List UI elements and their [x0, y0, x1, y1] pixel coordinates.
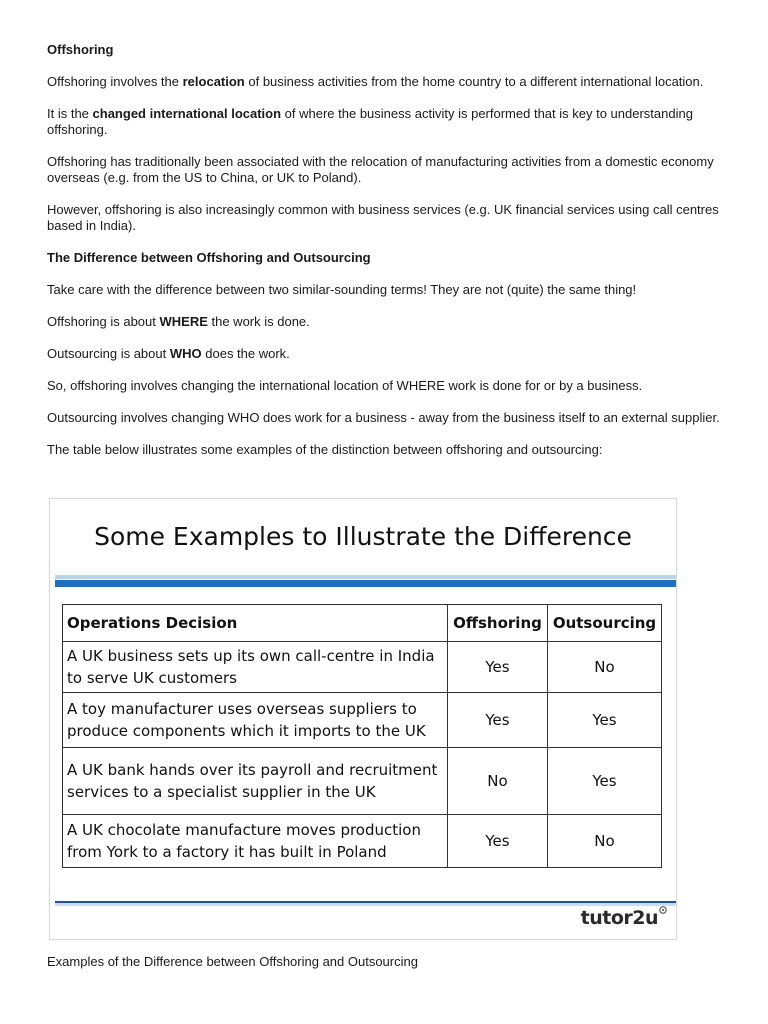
text: Offshoring involves the [47, 74, 183, 89]
table-row [63, 815, 662, 868]
figure-caption: Examples of the Difference between Offshoring and Outsourcing [47, 954, 418, 969]
table-header-row [63, 605, 662, 642]
paragraph-definition [47, 74, 727, 90]
text: does the work. [201, 346, 290, 361]
decision-cell [63, 815, 448, 868]
figure-title: Some Examples to Illustrate the Difference [94, 522, 632, 551]
decision-line: from York to a factory it has built in Poland [67, 843, 387, 861]
document-body [47, 42, 727, 458]
outsourcing-cell: No [547, 815, 661, 868]
bold-text: WHO [169, 346, 202, 361]
offshoring-cell: Yes [448, 642, 548, 693]
paragraph-offshoring-summary: So, offshoring involves changing the international location of WHERE work is done for or by a business. [47, 378, 643, 393]
decision-line: services to a specialist supplier in the UK [67, 783, 376, 801]
text: It is the [47, 106, 93, 121]
heading-difference: The Difference between Offshoring and Outsourcing [47, 250, 371, 265]
table-row [63, 693, 662, 748]
paragraph-table-intro: The table below illustrates some examples of the distinction between offshoring and outsourcing: [47, 442, 603, 457]
text: Offshoring is about [47, 314, 160, 329]
paragraph-manufacturing: Offshoring has traditionally been associated with the relocation of manufacturing activities from a domestic economy overseas (e.g. from the US to China, or UK to Poland). [47, 154, 714, 185]
logo-sparkle-icon [658, 905, 668, 915]
table-row [63, 642, 662, 693]
text: the work is done. [207, 314, 310, 329]
decision-cell [63, 693, 448, 748]
text: of where the business activity is performed that is key to understanding offshoring. [47, 106, 693, 137]
decision-line: A UK bank hands over its payroll and recruitment [67, 761, 438, 779]
decision-line: A UK business sets up its own call-centre in India [67, 647, 435, 665]
table-row [63, 748, 662, 815]
decision-cell [63, 748, 448, 815]
decision-line: to serve UK customers [67, 669, 237, 687]
decision-line: A UK chocolate manufacture moves production [67, 821, 421, 839]
header-offshoring: Offshoring [448, 605, 548, 642]
decision-line: produce components which it imports to the UK [67, 722, 426, 740]
outsourcing-cell: Yes [547, 693, 661, 748]
footer-divider-light [55, 903, 676, 906]
paragraph-services: However, offshoring is also increasingly common with business services (e.g. UK financial services using call centres based in India). [47, 202, 719, 233]
bold-text: relocation [182, 74, 245, 89]
outsourcing-cell: No [547, 642, 661, 693]
decision-cell [63, 642, 448, 693]
paragraph-outsourcing-summary: Outsourcing involves changing WHO does work for a business - away from the business itself to an external supplier. [47, 410, 720, 425]
text: Outsourcing is about [47, 346, 170, 361]
paragraph-who [47, 346, 727, 362]
paragraph-where [47, 314, 727, 330]
header-operations-decision: Operations Decision [63, 605, 448, 642]
tutor2u-logo: tutor2u [580, 907, 658, 929]
examples-table [62, 604, 662, 868]
offshoring-cell: Yes [448, 693, 548, 748]
divider-dark [55, 580, 676, 587]
offshoring-cell: Yes [448, 815, 548, 868]
examples-figure [49, 498, 677, 940]
header-outsourcing: Outsourcing [547, 605, 661, 642]
paragraph-take-care: Take care with the difference between two similar-sounding terms! They are not (quite) the same thing! [47, 282, 637, 297]
bold-text: WHERE [159, 314, 208, 329]
paragraph-key-point [47, 106, 727, 138]
outsourcing-cell: Yes [547, 748, 661, 815]
text: of business activities from the home country to a different international location. [244, 74, 704, 89]
offshoring-cell: No [448, 748, 548, 815]
bold-text: changed international location [92, 106, 282, 121]
divider-light [55, 575, 676, 579]
decision-line: A toy manufacturer uses overseas suppliers to [67, 700, 417, 718]
heading-offshoring: Offshoring [47, 42, 114, 57]
